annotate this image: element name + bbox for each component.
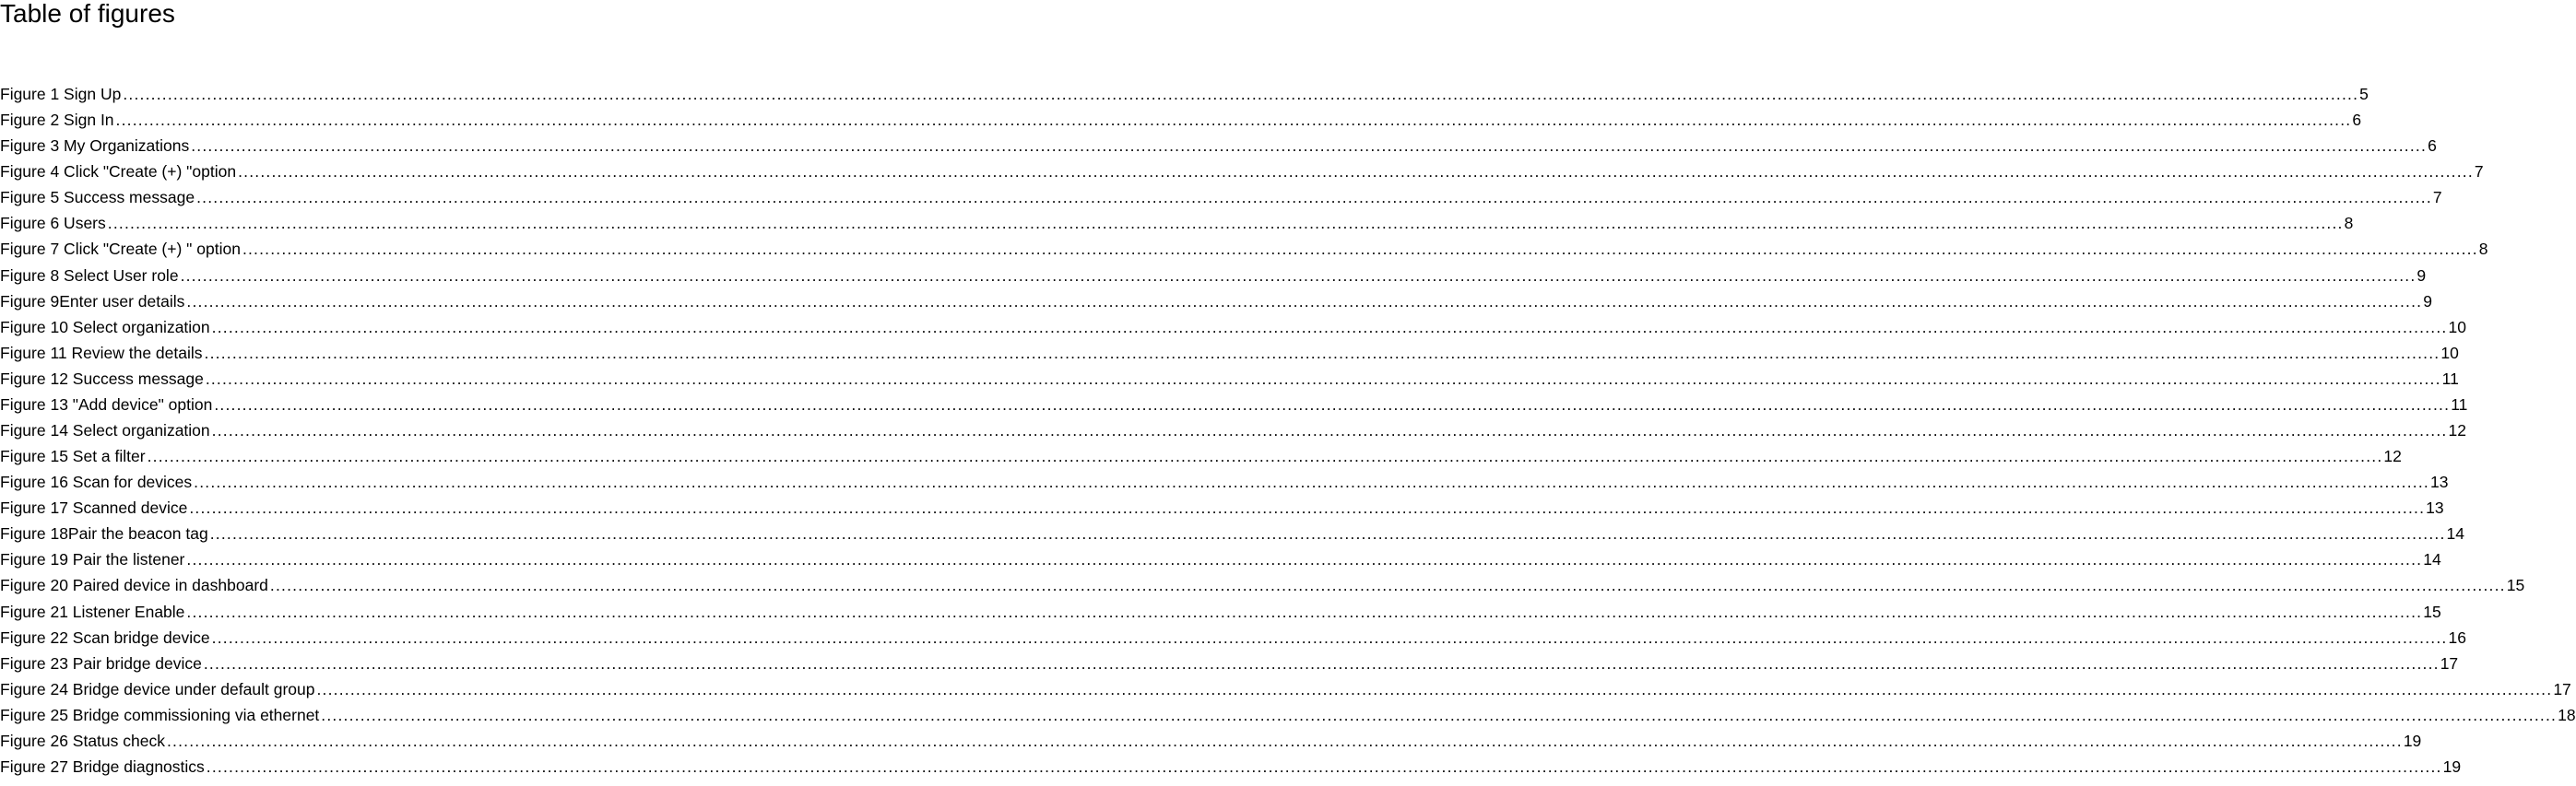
dot-leader: ................................................................................................................................................................................................................................................................................................................................................................................................................ [211,421,2448,440]
dot-leader: ................................................................................................................................................................................................................................................................................................................................................................................................................ [194,473,2429,492]
toc-entry[interactable] [0,625,2466,651]
toc-entry[interactable] [0,210,2354,236]
toc-entry[interactable] [0,81,2369,107]
toc-entry-label: Figure 16 Scan for devices [0,473,193,492]
toc-entry-page-number: 16 [2448,628,2466,647]
toc-entry-page-number: 7 [2432,188,2442,207]
toc-entry-page-number: 11 [2451,394,2468,414]
toc-entry-label: Figure 15 Set a filter [0,447,146,466]
toc-entry[interactable] [0,340,2459,366]
toc-entry-page-number: 18 [2558,705,2576,724]
toc-entry-label: Figure 4 Click "Create (+) "option [0,162,237,182]
toc-entry[interactable] [0,443,2402,469]
dot-leader: ................................................................................................................................................................................................................................................................................................................................................................................................................ [214,394,2451,414]
toc-entry-label: Figure 6 Users [0,214,106,233]
dot-leader: ................................................................................................................................................................................................................................................................................................................................................................................................................ [211,317,2448,336]
toc-entry-page-number: 5 [2359,85,2369,103]
toc-entry-label: Figure 8 Select User role [0,265,179,285]
toc-entry-page-number: 8 [2344,214,2354,233]
toc-entry-label: Figure 19 Pair the listener [0,550,185,569]
dot-leader: ................................................................................................................................................................................................................................................................................................................................................................................................................ [321,705,2558,724]
toc-entry-label: Figure 7 Click "Create (+) " option [0,240,241,259]
toc-entry-page-number: 12 [2448,421,2466,440]
toc-entry-label: Figure 1 Sign Up [0,85,122,103]
toc-entry[interactable] [0,599,2441,625]
dot-leader: ................................................................................................................................................................................................................................................................................................................................................................................................................ [196,188,2432,207]
toc-entry[interactable] [0,417,2466,443]
toc-entry-page-number: 12 [2383,447,2402,466]
dot-leader: ................................................................................................................................................................................................................................................................................................................................................................................................................ [203,653,2440,673]
toc-entry-label: Figure 25 Bridge commissioning via ethernet [0,705,320,724]
toc-entry-page-number: 6 [2352,111,2362,130]
toc-entry-label: Figure 27 Bridge diagnostics [0,757,205,777]
toc-entry-label: Figure 14 Select organization [0,421,210,440]
toc-entry-page-number: 6 [2428,136,2437,156]
toc-entry-label: Figure 21 Listener Enable [0,602,185,621]
toc-entry-page-number: 15 [2423,602,2441,621]
toc-entry-label: Figure 18Pair the beacon tag [0,524,208,544]
dot-leader: ................................................................................................................................................................................................................................................................................................................................................................................................................ [180,265,2416,285]
toc-entry-label: Figure 9Enter user details [0,291,185,311]
dot-leader: ................................................................................................................................................................................................................................................................................................................................................................................................................ [186,550,2423,569]
toc-entry-page-number: 7 [2474,162,2484,182]
dot-leader: ................................................................................................................................................................................................................................................................................................................................................................................................................ [186,602,2423,621]
toc-entry[interactable] [0,236,2488,262]
toc-entry[interactable] [0,702,2576,728]
dot-leader: ................................................................................................................................................................................................................................................................................................................................................................................................................ [269,576,2506,595]
toc-entry[interactable] [0,107,2362,133]
toc-entry[interactable] [0,728,2422,754]
toc-entry[interactable] [0,521,2465,546]
toc-entry[interactable] [0,263,2427,288]
toc-entry-page-number: 17 [2553,679,2571,698]
toc-entry-label: Figure 17 Scanned device [0,499,188,518]
table-of-figures-list [0,81,2576,780]
dot-leader: ................................................................................................................................................................................................................................................................................................................................................................................................................ [209,524,2446,544]
toc-entry-page-number: 14 [2423,550,2441,569]
toc-entry-label: Figure 22 Scan bridge device [0,628,210,647]
dot-leader: ................................................................................................................................................................................................................................................................................................................................................................................................................ [205,369,2441,388]
toc-entry-label: Figure 11 Review the details [0,343,203,362]
dot-leader: ................................................................................................................................................................................................................................................................................................................................................................................................................ [115,111,2352,130]
toc-entry-page-number: 8 [2478,240,2488,259]
toc-entry-page-number: 9 [2423,291,2432,311]
toc-entry-page-number: 13 [2430,473,2449,492]
toc-entry[interactable] [0,133,2437,158]
dot-leader: ................................................................................................................................................................................................................................................................................................................................................................................................................ [166,731,2403,750]
toc-entry-page-number: 19 [2442,757,2462,777]
toc-entry[interactable] [0,651,2459,676]
toc-entry-label: Figure 2 Sign In [0,111,114,130]
toc-entry-page-number: 13 [2426,499,2444,518]
toc-entry[interactable] [0,288,2432,314]
toc-entry-page-number: 17 [2440,653,2459,673]
dot-leader: ................................................................................................................................................................................................................................................................................................................................................................................................................ [242,240,2478,259]
dot-leader: ................................................................................................................................................................................................................................................................................................................................................................................................................ [316,679,2553,698]
page-title: Table of figures [0,0,175,28]
toc-entry-page-number: 14 [2446,524,2465,544]
dot-leader: ................................................................................................................................................................................................................................................................................................................................................................................................................ [204,343,2440,362]
dot-leader: ................................................................................................................................................................................................................................................................................................................................................................................................................ [186,291,2423,311]
dot-leader: ................................................................................................................................................................................................................................................................................................................................................................................................................ [189,499,2426,518]
dot-leader: ................................................................................................................................................................................................................................................................................................................................................................................................................ [147,447,2383,466]
toc-entry-label: Figure 5 Success message [0,188,195,207]
toc-entry[interactable] [0,469,2449,495]
toc-entry-label: Figure 26 Status check [0,731,165,750]
toc-entry-page-number: 11 [2441,369,2459,388]
dot-leader: ................................................................................................................................................................................................................................................................................................................................................................................................................ [238,162,2474,182]
toc-entry-label: Figure 20 Paired device in dashboard [0,576,268,595]
toc-entry-page-number: 10 [2448,317,2466,336]
toc-entry-page-number: 19 [2403,731,2422,750]
toc-entry[interactable] [0,676,2571,702]
dot-leader: ................................................................................................................................................................................................................................................................................................................................................................................................................ [206,757,2442,777]
dot-leader: ................................................................................................................................................................................................................................................................................................................................................................................................................ [211,628,2448,647]
toc-entry-page-number: 15 [2506,576,2525,595]
toc-entry[interactable] [0,546,2441,572]
toc-entry-label: Figure 10 Select organization [0,317,210,336]
toc-entry[interactable] [0,572,2525,598]
toc-entry-page-number: 10 [2440,343,2459,362]
toc-entry-label: Figure 24 Bridge device under default group [0,679,315,698]
toc-entry[interactable] [0,495,2444,521]
toc-entry[interactable] [0,158,2484,184]
toc-entry-label: Figure 3 My Organizations [0,136,190,156]
dot-leader: ................................................................................................................................................................................................................................................................................................................................................................................................................ [191,136,2428,156]
toc-entry-page-number: 9 [2416,265,2427,285]
dot-leader: ................................................................................................................................................................................................................................................................................................................................................................................................................ [107,214,2344,233]
toc-entry[interactable] [0,314,2466,340]
toc-entry[interactable] [0,366,2459,392]
toc-entry[interactable] [0,392,2468,417]
toc-entry-label: Figure 13 "Add device" option [0,394,213,414]
toc-entry-label: Figure 23 Pair bridge device [0,653,202,673]
dot-leader: ................................................................................................................................................................................................................................................................................................................................................................................................................ [123,85,2359,103]
toc-entry-label: Figure 12 Success message [0,369,204,388]
toc-entry[interactable] [0,184,2442,210]
toc-entry[interactable] [0,754,2462,780]
